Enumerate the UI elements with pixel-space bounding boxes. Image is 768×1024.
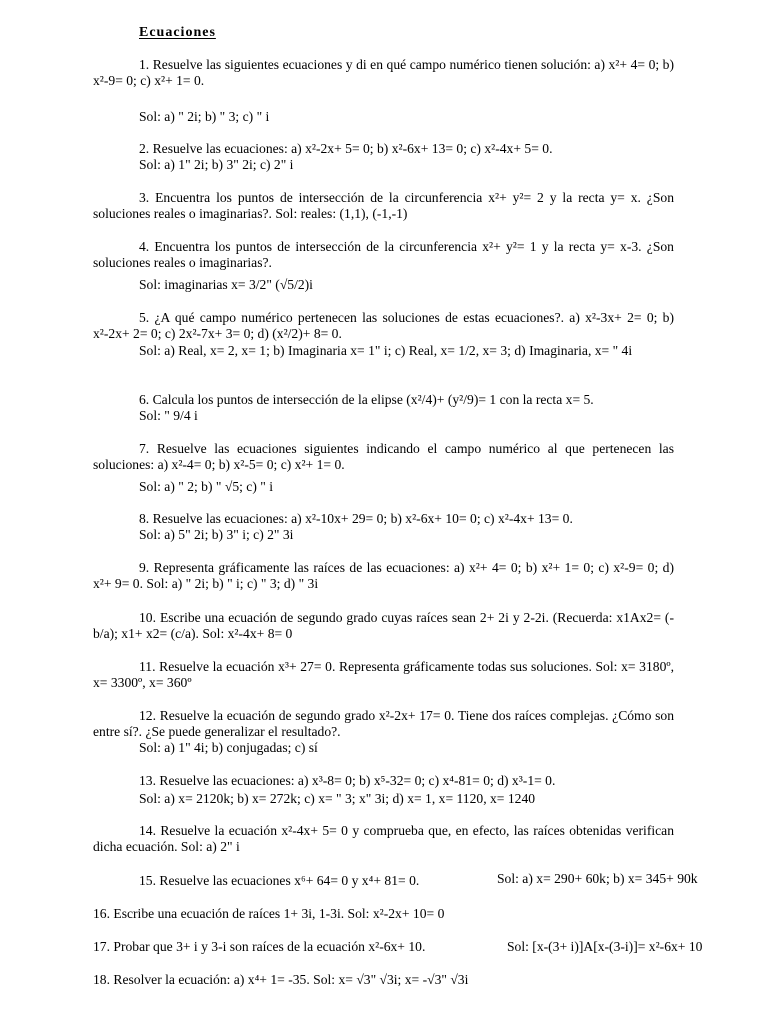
exercise-7: 7. Resuelve las ecuaciones siguientes indicando el campo numérico al que pertenecen las soluciones: a) x²-4= 0; b) x²-5= 0; c) x²+ 1= 0. — [93, 441, 674, 472]
exercise-9: 9. Representa gráficamente las raíces de las ecuaciones: a) x²+ 4= 0; b) x²+ 1= 0; c) x²-9= 0; d) x²+ 9= 0. Sol: a) " 2i; b) " i; c) " 3; d) " 3i — [93, 560, 674, 591]
solution-17: Sol: [x-(3+ i)]A[x-(3-i)]= x²-6x+ 10 — [507, 939, 703, 954]
exercise-15: 15. Resuelve las ecuaciones x⁶+ 64= 0 y x⁴+ 81= 0. — [139, 873, 420, 888]
exercise-6: 6. Calcula los puntos de intersección de la elipse (x²/4)+ (y²/9)= 1 con la recta x= 5. — [139, 392, 594, 407]
exercise-8: 8. Resuelve las ecuaciones: a) x²-10x+ 29= 0; b) x²-6x+ 10= 0; c) x²-4x+ 13= 0. — [139, 511, 573, 526]
solution-8: Sol: a) 5" 2i; b) 3" i; c) 2" 3i — [139, 527, 294, 542]
exercise-12: 12. Resuelve la ecuación de segundo grado x²-2x+ 17= 0. Tiene dos raíces complejas. ¿Cómo son entre sí?. ¿Se puede generalizar el resultado?. — [93, 708, 674, 739]
solution-12: Sol: a) 1" 4i; b) conjugadas; c) sí — [139, 740, 318, 755]
solution-5: Sol: a) Real, x= 2, x= 1; b) Imaginaria x= 1" i; c) Real, x= 1/2, x= 3; d) Imaginaria, x= " 4i — [139, 343, 633, 358]
exercise-18: 18. Resolver la ecuación: a) x⁴+ 1= -35. Sol: x= √3" √3i; x= -√3" √3i — [93, 972, 469, 987]
exercise-10: 10. Escribe una ecuación de segundo grado cuyas raíces sean 2+ 2i y 2-2i. (Recuerda: x1Ax2= (-b/a); x1+ x2= (c/a). Sol: x²-4x+ 8= 0 — [93, 610, 674, 641]
exercise-13: 13. Resuelve las ecuaciones: a) x³-8= 0; b) x⁵-32= 0; c) x⁴-81= 0; d) x³-1= 0. — [139, 773, 556, 788]
exercise-17: 17. Probar que 3+ i y 3-i son raíces de la ecuación x²-6x+ 10. — [93, 939, 426, 954]
exercise-5: 5. ¿A qué campo numérico pertenecen las soluciones de estas ecuaciones?. a) x²-3x+ 2= 0; b) x²-2x+ 2= 0; c) 2x²-7x+ 3= 0; d) (x²/2)+ 8= 0. — [93, 310, 674, 341]
exercise-1: 1. Resuelve las siguientes ecuaciones y di en qué campo numérico tienen solución: a) x²+ 4= 0; b) x²-9= 0; c) x²+ 1= 0. — [93, 57, 674, 88]
solution-6: Sol: " 9/4 i — [139, 408, 198, 423]
exercise-14: 14. Resuelve la ecuación x²-4x+ 5= 0 y comprueba que, en efecto, las raíces obtenidas verifican dicha ecuación. Sol: a) 2" i — [93, 823, 674, 854]
exercise-11: 11. Resuelve la ecuación x³+ 27= 0. Representa gráficamente todas sus soluciones. Sol: x= 3180º, x= 3300º, x= 360º — [93, 659, 674, 690]
page-title: Ecuaciones — [139, 25, 216, 40]
solution-7: Sol: a) " 2; b) " √5; c) " i — [139, 479, 273, 494]
exercise-2: 2. Resuelve las ecuaciones: a) x²-2x+ 5= 0; b) x²-6x+ 13= 0; c) x²-4x+ 5= 0. — [139, 141, 553, 156]
solution-15: Sol: a) x= 290+ 60k; b) x= 345+ 90k — [497, 871, 698, 886]
exercise-4: 4. Encuentra los puntos de intersección de la circunferencia x²+ y²= 1 y la recta y= x-3. ¿Son soluciones reales o imaginarias?. — [93, 239, 674, 270]
exercise-3: 3. Encuentra los puntos de intersección de la circunferencia x²+ y²= 2 y la recta y= x. ¿Son soluciones reales o imaginarias?. Sol: reales: (1,1), (-1,-1) — [93, 190, 674, 221]
solution-2: Sol: a) 1" 2i; b) 3" 2i; c) 2" i — [139, 157, 294, 172]
exercise-16: 16. Escribe una ecuación de raíces 1+ 3i, 1-3i. Sol: x²-2x+ 10= 0 — [93, 906, 445, 921]
solution-1: Sol: a) " 2i; b) " 3; c) " i — [139, 109, 270, 124]
solution-13: Sol: a) x= 2120k; b) x= 272k; c) x= " 3; x" 3i; d) x= 1, x= 1120, x= 1240 — [139, 791, 536, 806]
solution-4: Sol: imaginarias x= 3/2" (√5/2)i — [139, 277, 313, 292]
